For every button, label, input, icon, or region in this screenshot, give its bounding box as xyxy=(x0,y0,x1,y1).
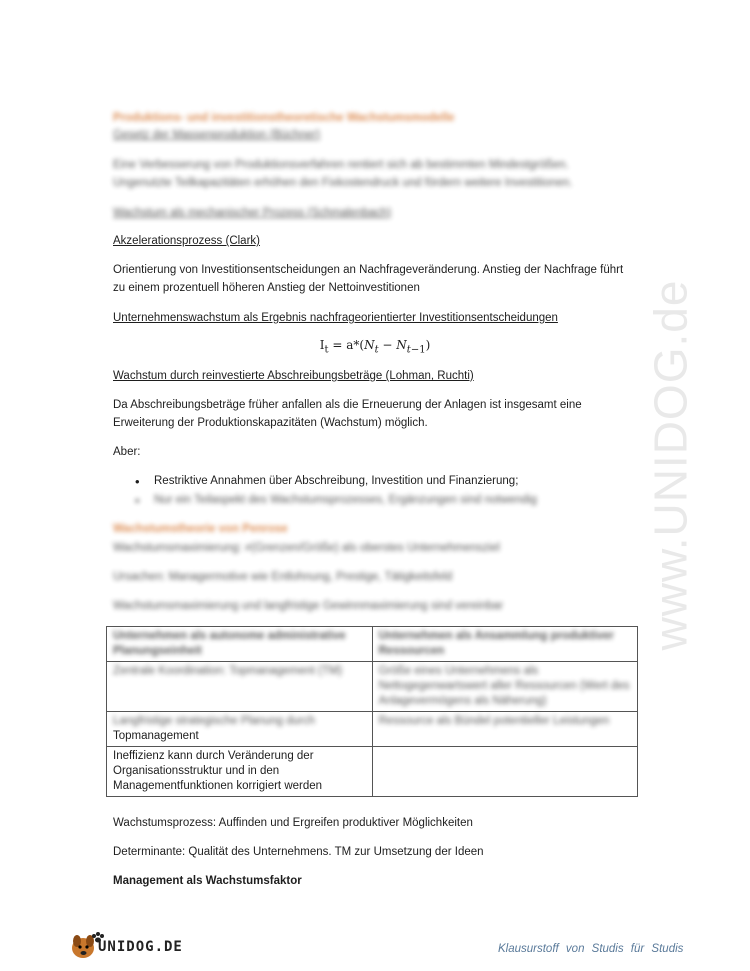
table-header-cell: Unternehmen als Ansammlung produktiver Ressourcen xyxy=(372,627,638,662)
table-header-cell: Unternehmen als autonome administrative Planungseinheit xyxy=(107,627,373,662)
paragraph-line: Wachstumsprozess: Auffinden und Ergreifen produktiver Möglichkeiten xyxy=(113,817,473,829)
section-heading-penrose: Wachstumstheorie von Penrose xyxy=(113,523,288,535)
bullet-dot: • xyxy=(135,474,140,489)
paragraph-line: Ursachen: Managermotive wie Entlohnung, Prestige, Tätigkeitsfeld xyxy=(113,571,453,583)
label-aber: Aber: xyxy=(113,446,141,458)
table-cell-text: Langfristige strategische Planung durch xyxy=(113,715,316,727)
table-cell: Ressource als Bündel potentieller Leistungen xyxy=(372,712,638,747)
paragraph-line: Ungenutzte Teilkapazitäten erhöhen den Fixkostendruck und fördern weitere Investitionen. xyxy=(113,177,573,189)
footer-tagline: Klausurstoff von Studis für Studis xyxy=(498,943,684,955)
paragraph-line: Da Abschreibungsbeträge früher anfallen als die Erneuerung der Anlagen ist insgesamt eine xyxy=(113,399,582,411)
formula: $I_t = a*(N_t - N_{t-1})$ xyxy=(319,338,431,356)
table-header-row xyxy=(107,627,638,662)
subheading-depreciation: Wachstum durch reinvestierte Abschreibungsbeträge (Lohman, Ruchti) xyxy=(113,370,474,382)
table-cell: Zentrale Koordination: Topmanagement (TM) xyxy=(107,662,373,712)
paragraph-line: Wachstumsmaximierung und langfristige Gewinnmaximierung sind vereinbar xyxy=(113,600,504,612)
paragraph-line: zu einem prozentuell höheren Anstieg der Nettoinvestitionen xyxy=(113,282,420,294)
logo-text: UNIDOG.DE xyxy=(98,939,183,955)
subheading-demand-investment: Unternehmenswachstum als Ergebnis nachfrageorientierter Investitionsentscheidungen xyxy=(113,312,558,324)
bullet-item: Restriktive Annahmen über Abschreibung, Investition und Finanzierung; xyxy=(154,475,519,487)
section-heading-production: Produktions- und investitionstheoretische Wachstumsmodelle xyxy=(113,112,455,124)
bold-statement: Management als Wachstumsfaktor xyxy=(113,875,302,887)
paragraph-line: Eine Verbesserung von Produktionsverfahren rentiert sich ab bestimmten Mindestgrößen. xyxy=(113,159,569,171)
comparison-table xyxy=(106,626,638,797)
table-cell xyxy=(107,712,373,747)
watermark-text: www.UNIDOG.de xyxy=(644,279,697,651)
table-row xyxy=(107,662,638,712)
bullet-dot: • xyxy=(135,493,140,508)
table-cell-text: Topmanagement xyxy=(113,730,199,742)
paragraph-line: Orientierung von Investitionsentscheidungen an Nachfrageveränderung. Anstieg der Nachfrage führt xyxy=(113,264,624,276)
paragraph-line: Wachstumsmaximierung: ≠(Grenzen/Größe) als oberstes Unternehmensziel xyxy=(113,542,500,554)
subheading-mechanical-process: Wachstum als mechanischer Prozess (Schmalenbach) xyxy=(113,207,392,219)
table-cell: Größe eines Unternehmens als Nettogegenwartswert aller Ressourcen (Wert des Anlagevermögens als Näherung) xyxy=(372,662,638,712)
table-row xyxy=(107,712,638,747)
bullet-item: Nur ein Teilaspekt des Wachstumsprozesses, Ergänzungen sind notwendig xyxy=(154,494,537,506)
table-cell xyxy=(372,747,638,797)
watermark xyxy=(600,250,740,680)
paragraph-line: Erweiterung der Produktionskapazitäten (Wachstum) möglich. xyxy=(113,417,428,429)
table-cell: Ineffizienz kann durch Veränderung der Organisationsstruktur und in den Managementfunktionen korrigiert werden xyxy=(107,747,373,797)
subheading-mass-production: Gesetz der Massenproduktion (Büchner) xyxy=(113,129,321,141)
paragraph-line: Determinante: Qualität des Unternehmens. TM zur Umsetzung der Ideen xyxy=(113,846,484,858)
table-row xyxy=(107,747,638,797)
subheading-acceleration: Akzelerationsprozess (Clark) xyxy=(113,235,260,247)
